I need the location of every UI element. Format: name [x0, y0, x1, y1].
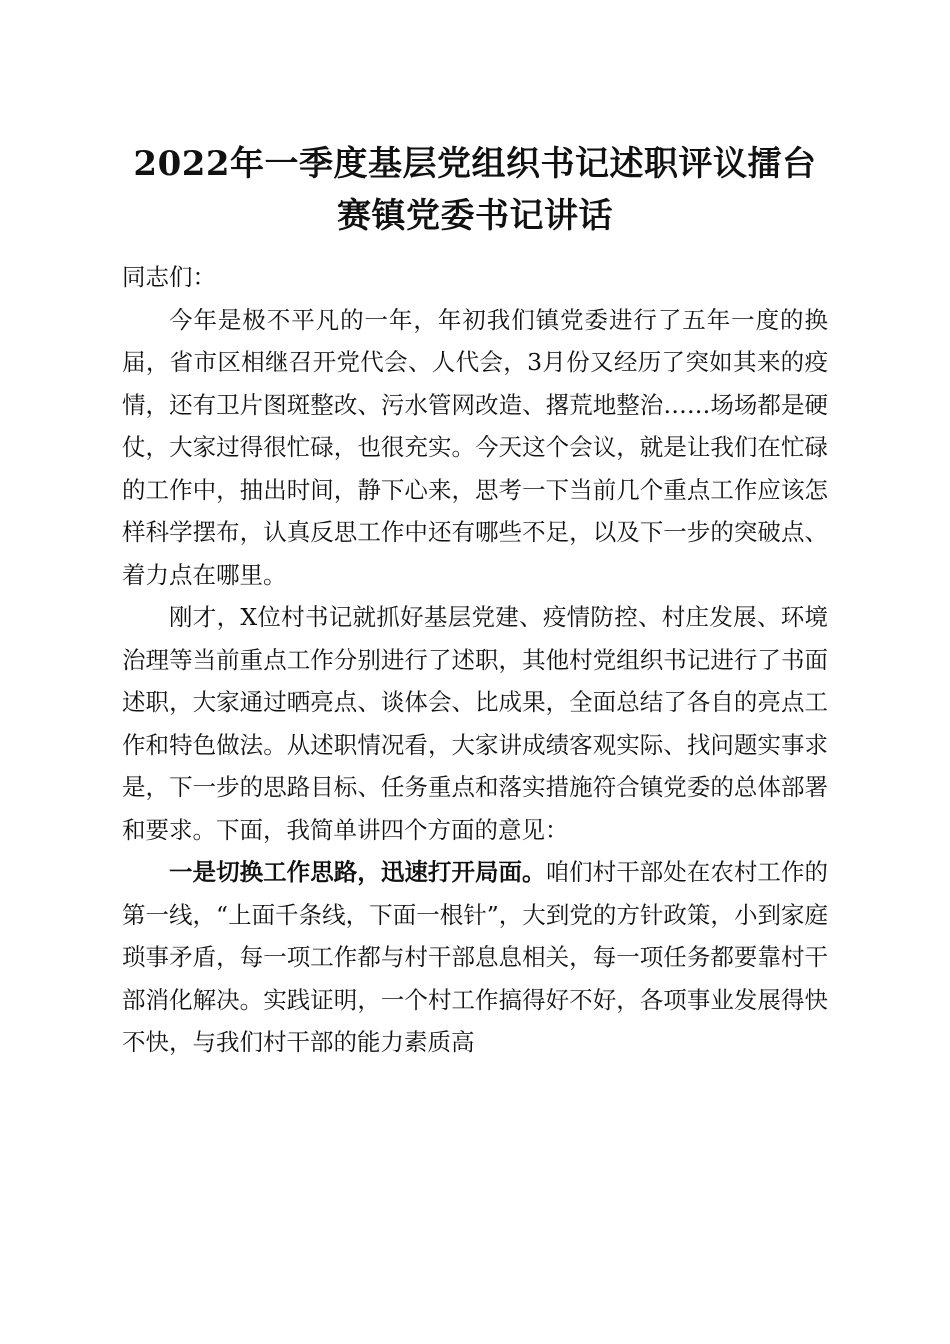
paragraph-3-lead: 一是切换工作思路，迅速打开局面。: [169, 858, 546, 886]
title-line-2: 赛镇党委书记讲话: [337, 196, 613, 236]
salutation: 同志们：: [122, 263, 216, 291]
paragraph-3: [122, 851, 828, 1064]
document-body: [122, 256, 828, 1064]
paragraph-3-text: 咱们村干部处在农村工作的第一线，“上面千条线，下面一根针”，大到党的方针政策，小到家庭琐事矛盾，每一项工作都与村干部息息相关，每一项任务都要靠村干部消化解决。实践证明，一个村工作搞得好不好，各项事业发展得快不快，与我们村干部的能力素质高: [122, 858, 829, 1056]
title-line-1: 2022年一季度基层党组织书记述职评议擂台: [133, 144, 817, 184]
paragraph-1: 今年是极不平凡的一年，年初我们镇党委进行了五年一度的换届，省市区相继召开党代会、人代会，3月份又经历了突如其来的疫情，还有卫片图斑整改、污水管网改造、撂荒地整治……场场都是硬仗，大家过得很忙碌，也很充实。今天这个会议，就是让我们在忙碌的工作中，抽出时间，静下心来，思考一下当前几个重点工作应该怎样科学摆布，认真反思工作中还有哪些不足，以及下一步的突破点、着力点在哪里。: [122, 305, 828, 589]
paragraph-2: 刚才，X位村书记就抓好基层党建、疫情防控、村庄发展、环境治理等当前重点工作分别进行了述职，其他村党组织书记进行了书面述职，大家通过晒亮点、谈体会、比成果，全面总结了各自的亮点工作和特色做法。从述职情况看，大家讲成绩客观实际、找问题实事求是，下一步的思路目标、任务重点和落实措施符合镇党委的总体部署和要求。下面，我简单讲四个方面的意见：: [122, 603, 828, 844]
document-title: [80, 138, 870, 242]
